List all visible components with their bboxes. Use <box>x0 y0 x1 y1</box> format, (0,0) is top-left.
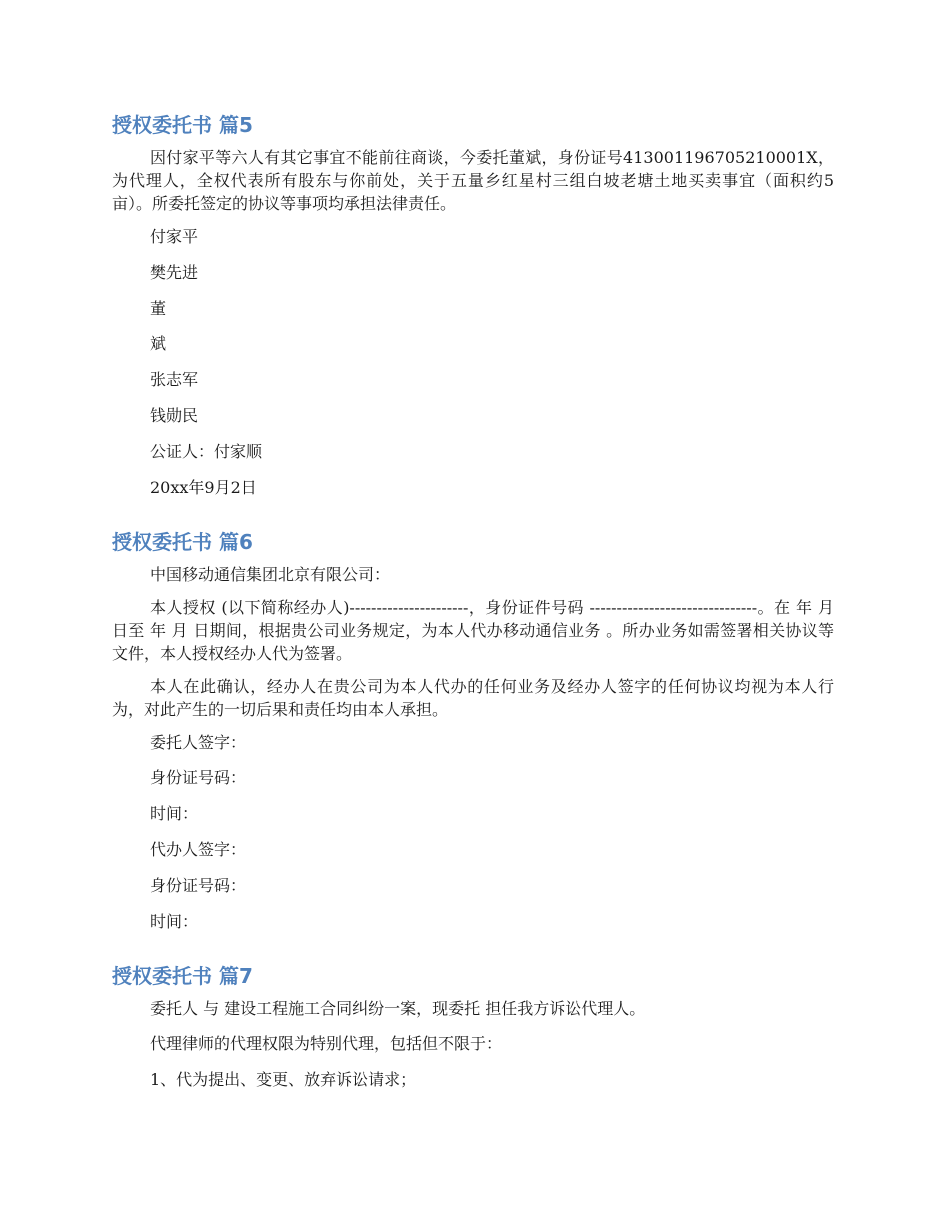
paragraph: 因付家平等六人有其它事宜不能前往商谈，今委托董斌，身份证号413001196705210001X，为代理人，全权代表所有股东与你前处，关于五量乡红星村三组白坡老塘土地买卖事宜（面积约5亩）。所委托签定的协议等事项均承担法律责任。 <box>112 148 834 213</box>
section-7 <box>112 963 834 1092</box>
document-body <box>112 112 834 1121</box>
section-heading: 授权委托书 篇7 <box>112 963 253 988</box>
signatory-name: 樊先进 <box>150 262 199 282</box>
signatory-name: 斌 <box>150 334 167 354</box>
section-5 <box>112 112 834 499</box>
section-6 <box>112 529 834 933</box>
paragraph: 委托人 与 建设工程施工合同纠纷一案，现委托 担任我方诉讼代理人。 <box>150 998 646 1018</box>
section-heading: 授权委托书 篇5 <box>112 113 253 137</box>
paragraph: 本人授权 (以下简称经办人)----------------------，身份证件号码 -------------------------------。在 年 月 日至 年 月 日期间，根据贵公司业务规定，为本人代办移动通信业务 。所办业务如需签署相关协议等文件，本人授权经办人代为签署。 <box>112 597 834 663</box>
paragraph: 代理律师的代理权限为特别代理，包括但不限于： <box>150 1034 503 1054</box>
signatory-name: 付家平 <box>150 227 199 246</box>
signatory-name: 董 <box>150 298 167 318</box>
field-label: 身份证号码： <box>150 768 247 788</box>
field-label: 身份证号码： <box>150 875 247 895</box>
field-label: 时间： <box>150 911 199 931</box>
paragraph: 本人在此确认，经办人在贵公司为本人代办的任何业务及经办人签字的任何协议均视为本人行为，对此产生的一切后果和责任均由本人承担。 <box>112 676 834 719</box>
section-heading: 授权委托书 篇6 <box>112 529 253 554</box>
field-label: 委托人签字： <box>150 732 247 752</box>
date-line: 20xx年9月2日 <box>150 477 257 497</box>
signatory-name: 钱勋民 <box>150 405 199 425</box>
list-item: 1、代为提出、变更、放弃诉讼请求； <box>150 1070 417 1090</box>
field-label: 时间： <box>150 804 199 824</box>
paragraph: 中国移动通信集团北京有限公司： <box>150 564 391 584</box>
notary-line: 公证人：付家顺 <box>150 441 263 461</box>
signatory-name: 张志军 <box>150 370 199 390</box>
field-label: 代办人签字： <box>150 839 247 859</box>
